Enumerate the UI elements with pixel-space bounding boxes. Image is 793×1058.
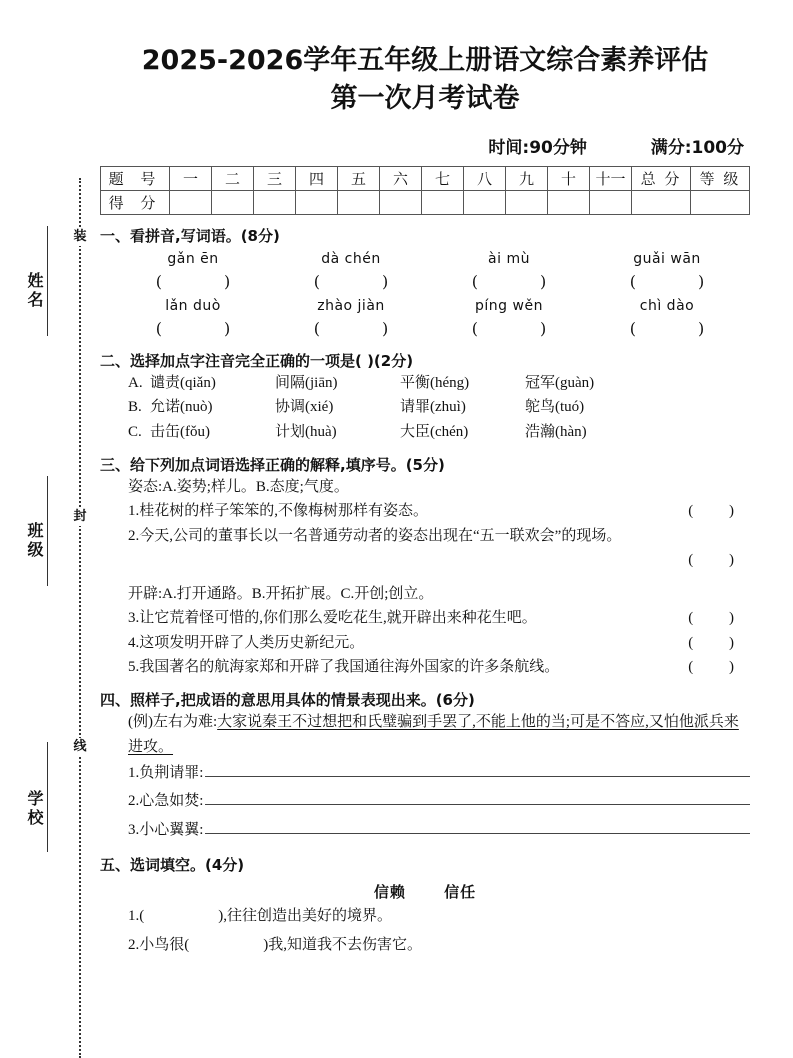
score-col-3: 三 [254,166,296,190]
seal-char-xian: 线 [72,738,88,756]
seal-char-zhuang: 装 [72,228,88,246]
score-cell-10[interactable] [548,190,590,214]
score-cell-5[interactable] [338,190,380,214]
s3-item-2-answer[interactable]: ( ) [688,551,750,568]
pinyin-cell-7 [430,296,588,340]
pinyin-row-2 [100,296,750,340]
score-col-5: 五 [338,166,380,190]
choice-a-item-2: 间隔(jiān) [275,375,338,392]
choice-b-lead: B. [128,399,142,416]
title-block [100,0,750,119]
section-5-heading: 五、选词填空。(4分) [100,856,245,875]
score-table-row-label-question: 题 号 [101,166,170,190]
score-col-grade: 等 级 [691,166,750,190]
pinyin-text-1: gǎn ēn [167,250,219,267]
word-bank-item-2: 信任 [444,883,477,902]
score-cell-3[interactable] [254,190,296,214]
score-col-10: 十 [548,166,590,190]
student-name-label: 姓名 [25,272,44,310]
class-write-rule [47,476,48,586]
score-cell-6[interactable] [380,190,422,214]
score-col-11: 十一 [590,166,632,190]
pinyin-cell-2 [272,249,430,293]
score-cell-total[interactable] [632,190,691,214]
definition-kaipi: 开辟:A.打开通路。B.开拓扩展。C.开创;创立。 [128,586,434,603]
score-table [100,166,750,215]
s3-item-1-text: 1.桂花树的样子笨笨的,不像梅树那样有姿态。 [128,503,429,520]
student-name-field[interactable] [26,272,56,442]
section-1-heading: 一、看拼音,写词语。(8分) [100,226,280,245]
choice-c-item-1: 击缶(fǒu) [150,423,210,440]
choice-c-lead: C. [128,423,142,440]
word-bank-item-1: 信赖 [373,883,406,902]
s4-blank-3-input[interactable] [205,819,750,834]
choice-b-item-3: 请罪(zhuì) [400,399,466,416]
score-cell-11[interactable] [590,190,632,214]
score-cell-8[interactable] [464,190,506,214]
s3-item-3 [100,606,750,630]
s3-item-4-text: 4.这项发明开辟了人类历史新纪元。 [128,634,365,651]
pinyin-text-7: píng wěn [475,297,543,314]
definition-zitai: 姿态:A.姿势;样儿。B.态度;气度。 [128,478,349,495]
choice-b-item-4: 鸵鸟(tuó) [525,399,585,416]
score-cell-grade[interactable] [691,190,750,214]
s5-item-1-post: ),往往创造出美好的境界。 [218,908,392,925]
answer-bracket-6[interactable]: ( ) [313,318,389,338]
s3-item-1 [100,499,750,523]
s5-item-1 [100,902,750,931]
score-col-7: 七 [422,166,464,190]
binding-dotted-line [79,178,81,1058]
pinyin-cell-1 [114,249,272,293]
answer-bracket-8[interactable]: ( ) [629,318,705,338]
choice-a-item-4: 冠军(guàn) [525,375,595,392]
s4-blank-2-input[interactable] [205,790,750,805]
s3-item-3-text: 3.让它荒着怪可惜的,你们那么爱吃花生,就开辟出来种花生吧。 [128,610,537,627]
s3-item-5 [100,655,750,679]
name-write-rule [47,226,48,336]
section-3-heading: 三、给下列加点词语选择正确的解释,填序号。(5分) [100,455,445,474]
student-class-label: 班级 [25,522,44,560]
s5-item-2 [100,931,750,960]
choice-c-item-2: 计划(huà) [275,423,337,440]
pinyin-cell-8 [588,296,746,340]
s3-item-5-text: 5.我国著名的航海家郑和开辟了我国通往海外国家的许多条航线。 [128,659,560,675]
example-prefix: (例)左右为难: [128,714,218,731]
binding-margin [0,0,100,1057]
score-cell-7[interactable] [422,190,464,214]
score-cell-1[interactable] [170,190,212,214]
choice-option-b[interactable] [100,395,750,419]
pinyin-text-6: zhào jiàn [317,297,385,314]
s4-blank-3-label: 3.小心翼翼: [128,821,204,838]
section-4-heading: 四、照样子,把成语的意思用具体的情景表现出来。(6分) [100,691,475,710]
choice-b-item-1: 允诺(nuò) [150,399,213,416]
pinyin-text-2: dà chén [321,250,381,267]
choice-option-c[interactable] [100,420,750,444]
pinyin-row-1 [100,249,750,293]
score-col-9: 九 [506,166,548,190]
example-body: 大家说秦王不过想把和氏璧骗到手罢了,不能上他的当;可是不答应,又怕他派兵来进攻。 [128,714,739,755]
score-table-row-label-score: 得 分 [101,190,170,214]
answer-bracket-4[interactable]: ( ) [629,271,705,291]
time-label: 时间:90分钟 [488,137,587,158]
score-cell-9[interactable] [506,190,548,214]
s3-item-5-answer[interactable]: ( ) [688,659,750,675]
student-school-field[interactable] [26,790,56,960]
s4-blank-1-label: 1.负荆请罪: [128,764,204,781]
answer-bracket-1[interactable]: ( ) [155,271,231,291]
pinyin-text-3: ài mù [488,250,530,267]
student-school-label: 学校 [25,790,44,828]
score-col-total: 总 分 [632,166,691,190]
seal-char-feng: 封 [72,508,88,526]
score-cell-2[interactable] [212,190,254,214]
s4-blank-1 [100,759,750,788]
choice-a-item-3: 平衡(héng) [400,375,470,392]
s4-blank-2-label: 2.心急如焚: [128,793,204,810]
s4-blank-1-input[interactable] [205,762,750,777]
s5-item-2-pre: 2.小鸟很( [128,936,190,953]
score-cell-4[interactable] [296,190,338,214]
choice-b-item-2: 协调(xié) [275,399,334,416]
pinyin-text-5: lǎn duò [165,297,221,314]
choice-c-item-4: 浩瀚(hàn) [525,423,587,440]
s3-item-2 [100,524,750,548]
s4-blank-2 [100,787,750,816]
score-table-value-row [101,190,750,214]
score-col-6: 六 [380,166,422,190]
s3-item-2-text: 2.今天,公司的董事长以一名普通劳动者的姿态出现在“五一联欢会”的现场。 [128,527,622,544]
full-score-label: 满分:100分 [650,137,744,158]
score-col-2: 二 [212,166,254,190]
pinyin-text-8: chì dào [639,297,695,314]
pinyin-cell-3 [430,249,588,293]
school-write-rule [47,742,48,852]
choice-a-item-1: 谴责(qiǎn) [150,375,216,392]
s3-item-4-answer[interactable]: ( ) [688,634,750,651]
s3-item-1-answer[interactable]: ( ) [688,503,750,520]
pinyin-cell-6 [272,296,430,340]
student-class-field[interactable] [26,522,56,692]
section-2-heading: 二、选择加点字注音完全正确的一项是( )(2分) [100,352,414,371]
pinyin-text-4: guǎi wān [633,250,701,267]
answer-bracket-5[interactable]: ( ) [155,318,231,338]
choice-c-item-3: 大臣(chén) [400,423,469,440]
section-4-example [100,710,750,759]
word-bank [100,881,750,902]
pinyin-cell-4 [588,249,746,293]
page-title: 2025-2026学年五年级上册语文综合素养评估 [141,45,709,76]
s5-item-1-pre: 1.( [128,908,145,925]
choice-a-lead: A. [128,375,143,392]
s4-blank-3 [100,816,750,845]
score-col-4: 四 [296,166,338,190]
choice-option-a[interactable] [100,371,750,395]
answer-bracket-7[interactable]: ( ) [471,318,547,338]
answer-bracket-2[interactable]: ( ) [313,271,389,291]
score-table-header-row [101,166,750,190]
pinyin-cell-5 [114,296,272,340]
exam-meta [100,133,750,158]
score-col-8: 八 [464,166,506,190]
answer-bracket-3[interactable]: ( ) [471,271,547,291]
s3-item-4 [100,631,750,655]
s3-item-3-answer[interactable]: ( ) [688,610,750,627]
page-subtitle: 第一次月考试卷 [330,83,520,115]
s5-item-2-post: )我,知道我不去伤害它。 [263,936,422,953]
score-col-1: 一 [170,166,212,190]
exam-sheet [100,0,750,959]
